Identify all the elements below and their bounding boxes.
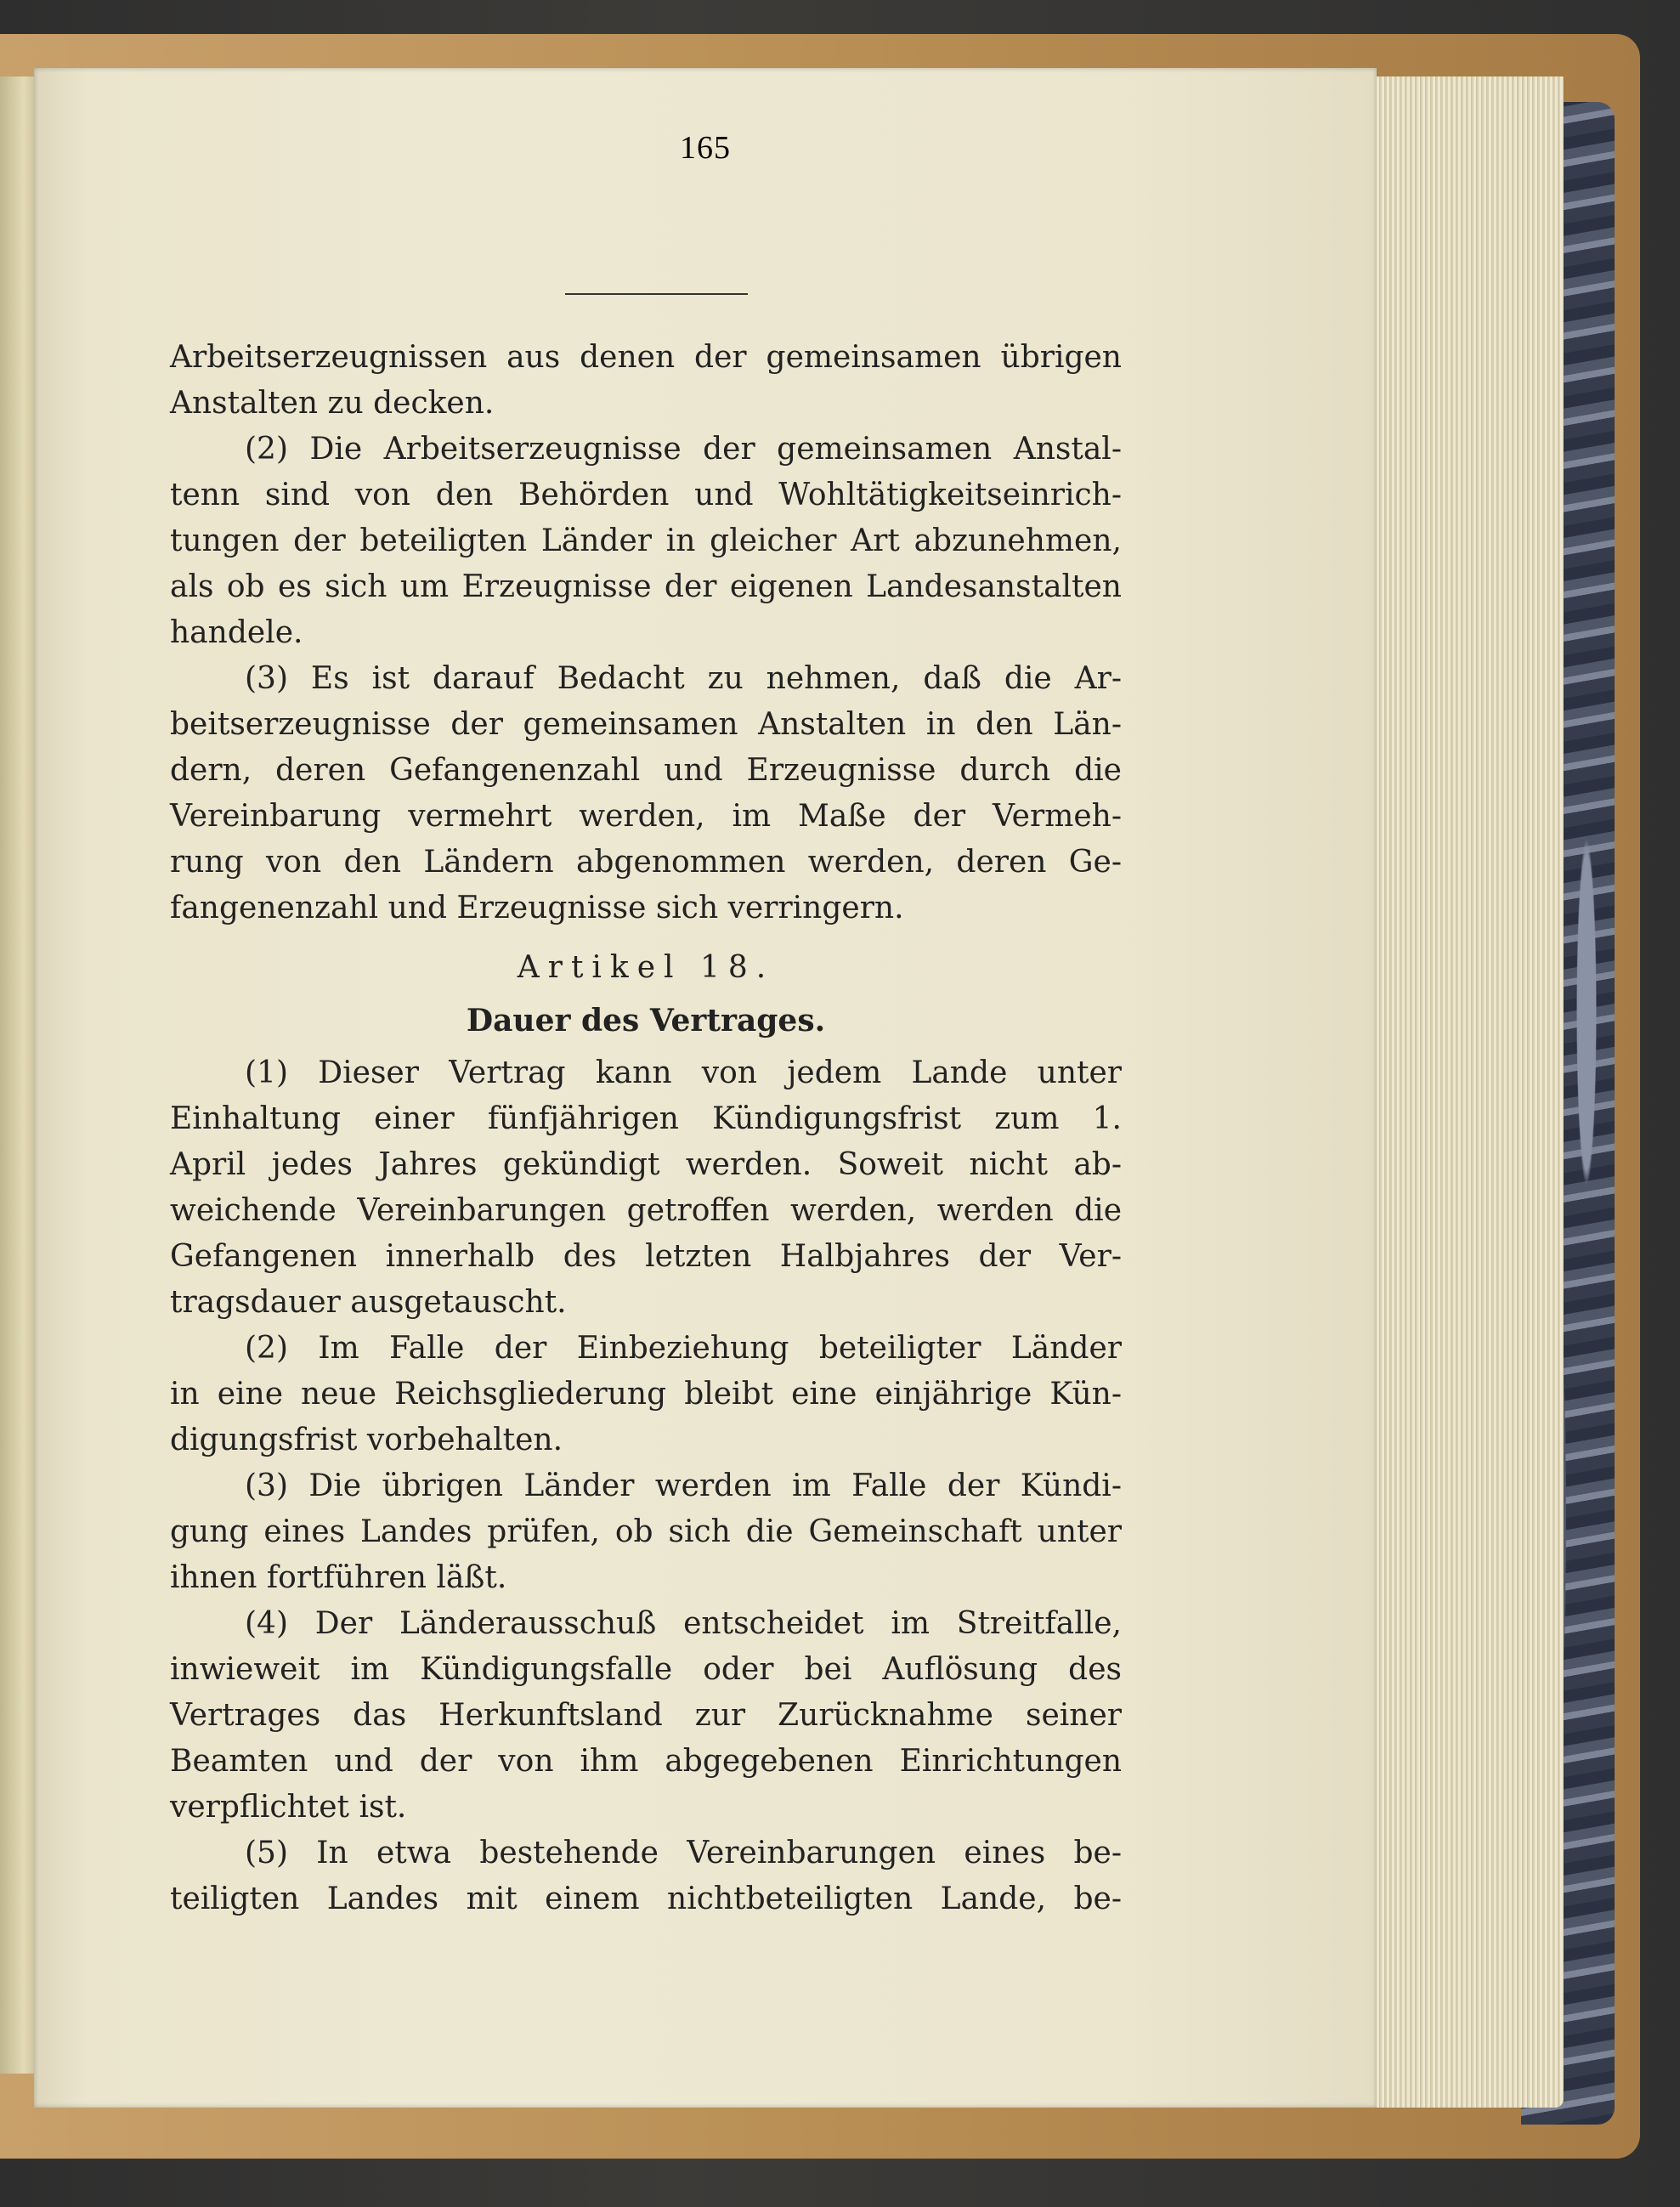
text-line: gung eines Landes prüfen, ob sich die Gemeinschaft unter: [170, 1514, 1122, 1549]
text-line: fangenenzahl und Erzeugnisse sich verringern.: [170, 891, 904, 925]
text-line: ihnen fortführen läßt.: [170, 1560, 507, 1595]
facing-page-edge: [0, 76, 34, 2074]
text-line: dern, deren Gefangenenzahl und Erzeugnisse durch die: [170, 753, 1122, 788]
text-line: Einhaltung einer fünfjährigen Kündigungsfrist zum 1.: [170, 1101, 1122, 1136]
text-line: Vertrages das Herkunftsland zur Zurücknahme seiner: [170, 1698, 1122, 1733]
text-line: (2) Die Arbeitserzeugnisse der gemeinsamen Anstal-: [245, 432, 1122, 467]
page-number-rule: [565, 293, 748, 295]
text-line: teiligten Landes mit einem nichtbeteiligten Lande, be-: [170, 1882, 1122, 1916]
text-line: weichende Vereinbarungen getroffen werden, werden die: [170, 1193, 1122, 1228]
text-line: (3) Die übrigen Länder werden im Falle der Kündi-: [245, 1469, 1122, 1503]
text-line: Gefangenen innerhalb des letzten Halbjahres der Ver-: [170, 1239, 1122, 1274]
text-line: digungsfrist vorbehalten.: [170, 1423, 563, 1457]
article-heading: Artikel 18.: [517, 950, 775, 985]
text-line: (2) Im Falle der Einbeziehung beteiligter Länder: [245, 1331, 1122, 1366]
text-line: tungen der beteiligten Länder in gleicher Art abzunehmen,: [170, 523, 1122, 558]
text-line: (5) In etwa bestehende Vereinbarungen eines be-: [245, 1836, 1122, 1870]
text-line: rung von den Ländern abgenommen werden, deren Ge-: [170, 845, 1122, 880]
section-title: Dauer des Vertrages.: [466, 1003, 826, 1038]
text-line: (1) Dieser Vertrag kann von jedem Lande unter: [245, 1055, 1122, 1090]
text-line: beitserzeugnisse der gemeinsamen Anstalten in den Län-: [170, 707, 1122, 742]
text-line: Beamten und der von ihm abgegebenen Einrichtungen: [170, 1744, 1122, 1779]
text-line: inwieweit im Kündigungsfalle oder bei Auflösung des: [170, 1652, 1122, 1687]
text-line: (4) Der Länderausschuß entscheidet im Streitfalle,: [245, 1606, 1122, 1641]
text-line: als ob es sich um Erzeugnisse der eigenen Landesanstalten: [170, 569, 1122, 604]
text-line: tenn sind von den Behörden und Wohltätigkeitseinrich-: [170, 478, 1122, 512]
text-line: tragsdauer ausgetauscht.: [170, 1285, 567, 1320]
text-line: verpflichtet ist.: [170, 1790, 407, 1825]
text-line: Arbeitserzeugnissen aus denen der gemeinsamen übrigen: [170, 340, 1122, 375]
text-line: in eine neue Reichsgliederung bleibt eine einjährige Kün-: [170, 1377, 1122, 1412]
text-line: Vereinbarung vermehrt werden, im Maße der Vermeh-: [170, 799, 1122, 834]
text-line: Anstalten zu decken.: [170, 386, 495, 421]
page-number: 165: [680, 130, 731, 166]
page-block-edge: [1360, 76, 1564, 2108]
text-line: (3) Es ist darauf Bedacht zu nehmen, daß die Ar-: [245, 661, 1122, 696]
text-line: April jedes Jahres gekündigt werden. Soweit nicht ab-: [170, 1147, 1122, 1182]
book-page: [34, 68, 1377, 2108]
text-line: handele.: [170, 615, 303, 650]
